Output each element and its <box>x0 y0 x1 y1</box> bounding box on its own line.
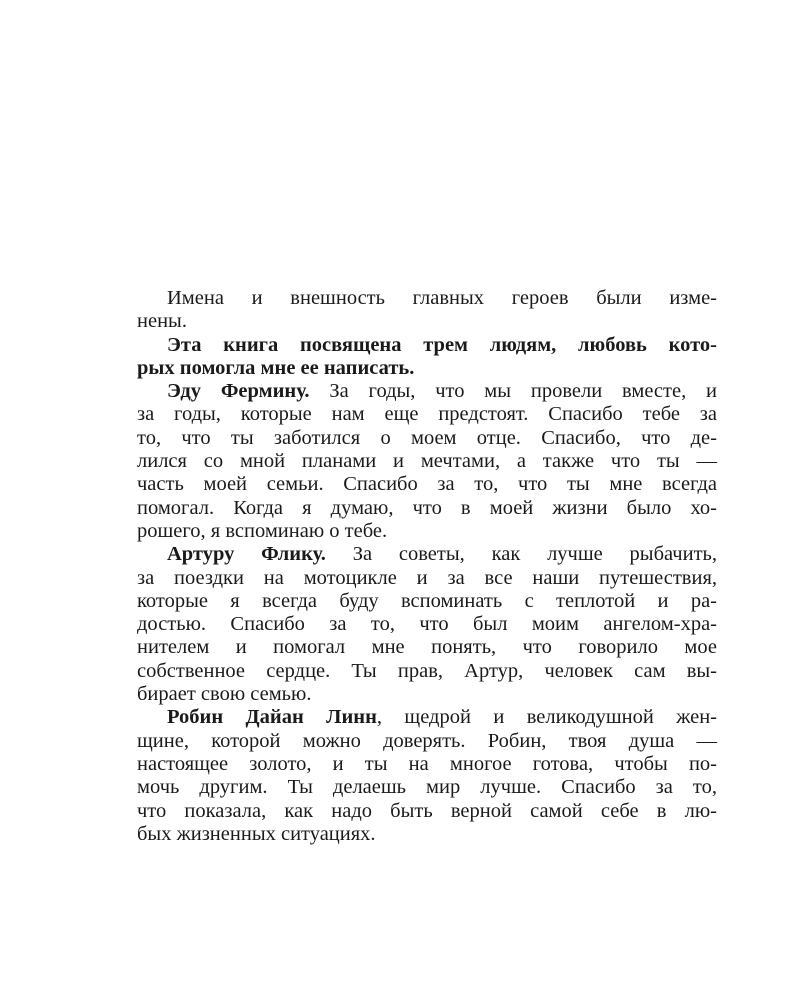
text-run: настоящее золото, и ты на многое готова, чтобы по- <box>137 752 717 775</box>
paragraph-dedication <box>137 334 717 381</box>
text-line <box>137 334 717 357</box>
text-line <box>137 450 717 473</box>
text-line <box>137 473 717 496</box>
text-line <box>137 590 717 613</box>
text-line <box>137 636 717 659</box>
text-line <box>137 660 717 683</box>
text-run: за поездки на мотоцикле и за все наши путешествия, <box>137 566 717 589</box>
text-run: рошего, я вспоминаю о тебе. <box>137 519 388 542</box>
text-line <box>137 497 717 520</box>
text-line <box>137 380 717 403</box>
paragraph-robin-lynn <box>137 706 717 846</box>
text-run: которые я всегда буду вспоминать с теплотой и ра- <box>137 589 717 612</box>
text-line <box>137 823 717 846</box>
paragraph-arthur-flick <box>137 543 717 706</box>
text-run: достью. Спасибо за то, что был моим ангелом-хра- <box>137 613 717 636</box>
paragraph-lead-name: Артуру Флику. <box>167 543 326 566</box>
text-line <box>137 403 717 426</box>
text-run: За советы, как лучше рыбачить, <box>325 543 718 566</box>
text-run: собственное сердце. Ты прав, Артур, человек сам вы- <box>137 659 717 682</box>
text-line <box>137 427 717 450</box>
text-run: мочь другим. Ты делаешь мир лучше. Спасибо за то, <box>137 776 717 799</box>
text-run: рых помогла мне ее написать. <box>137 356 415 379</box>
paragraph-ed-fermin <box>137 380 717 543</box>
text-line <box>137 683 717 706</box>
text-run: помогал. Когда я думаю, что в моей жизни было хо- <box>137 496 717 519</box>
text-line <box>137 520 717 543</box>
paragraph-lead-name: Робин Дайан Линн <box>167 706 377 729</box>
text-run: лился со мной планами и мечтами, а также что ты — <box>137 450 717 473</box>
text-run: За годы, что мы провели вместе, и <box>309 380 717 403</box>
text-run: Эта книга посвящена трем людям, любовь кото- <box>167 333 717 356</box>
text-run: бирает свою семью. <box>137 683 312 706</box>
text-line <box>137 776 717 799</box>
text-line <box>137 613 717 636</box>
text-run: что показала, как надо быть верной самой себе в лю- <box>137 799 717 822</box>
text-run: часть моей семьи. Спасибо за то, что ты мне всегда <box>137 473 717 496</box>
text-line <box>137 567 717 590</box>
text-line <box>137 357 717 380</box>
text-run: нены. <box>137 310 187 333</box>
text-line <box>137 730 717 753</box>
text-line <box>137 543 717 566</box>
text-run: Имена и внешность главных героев были изме- <box>167 287 717 309</box>
text-line <box>137 706 717 729</box>
text-run: , щедрой и великодушной жен- <box>376 706 717 729</box>
book-page-text <box>137 287 717 846</box>
text-run: бых жизненных ситуациях. <box>137 822 376 845</box>
text-line <box>137 800 717 823</box>
text-line <box>137 753 717 776</box>
paragraph-lead-name: Эду Фермину. <box>167 380 310 403</box>
text-run: за годы, которые нам еще предстоят. Спасибо тебе за <box>137 403 717 426</box>
text-run: то, что ты заботился о моем отце. Спасибо, что де- <box>137 426 717 449</box>
text-run: нителем и помогал мне понять, что говорило мое <box>137 636 717 659</box>
paragraph-names-notice <box>137 287 717 334</box>
text-run: щине, которой можно доверять. Робин, твоя душа — <box>137 729 717 752</box>
text-line <box>137 287 717 310</box>
text-line <box>137 310 717 333</box>
